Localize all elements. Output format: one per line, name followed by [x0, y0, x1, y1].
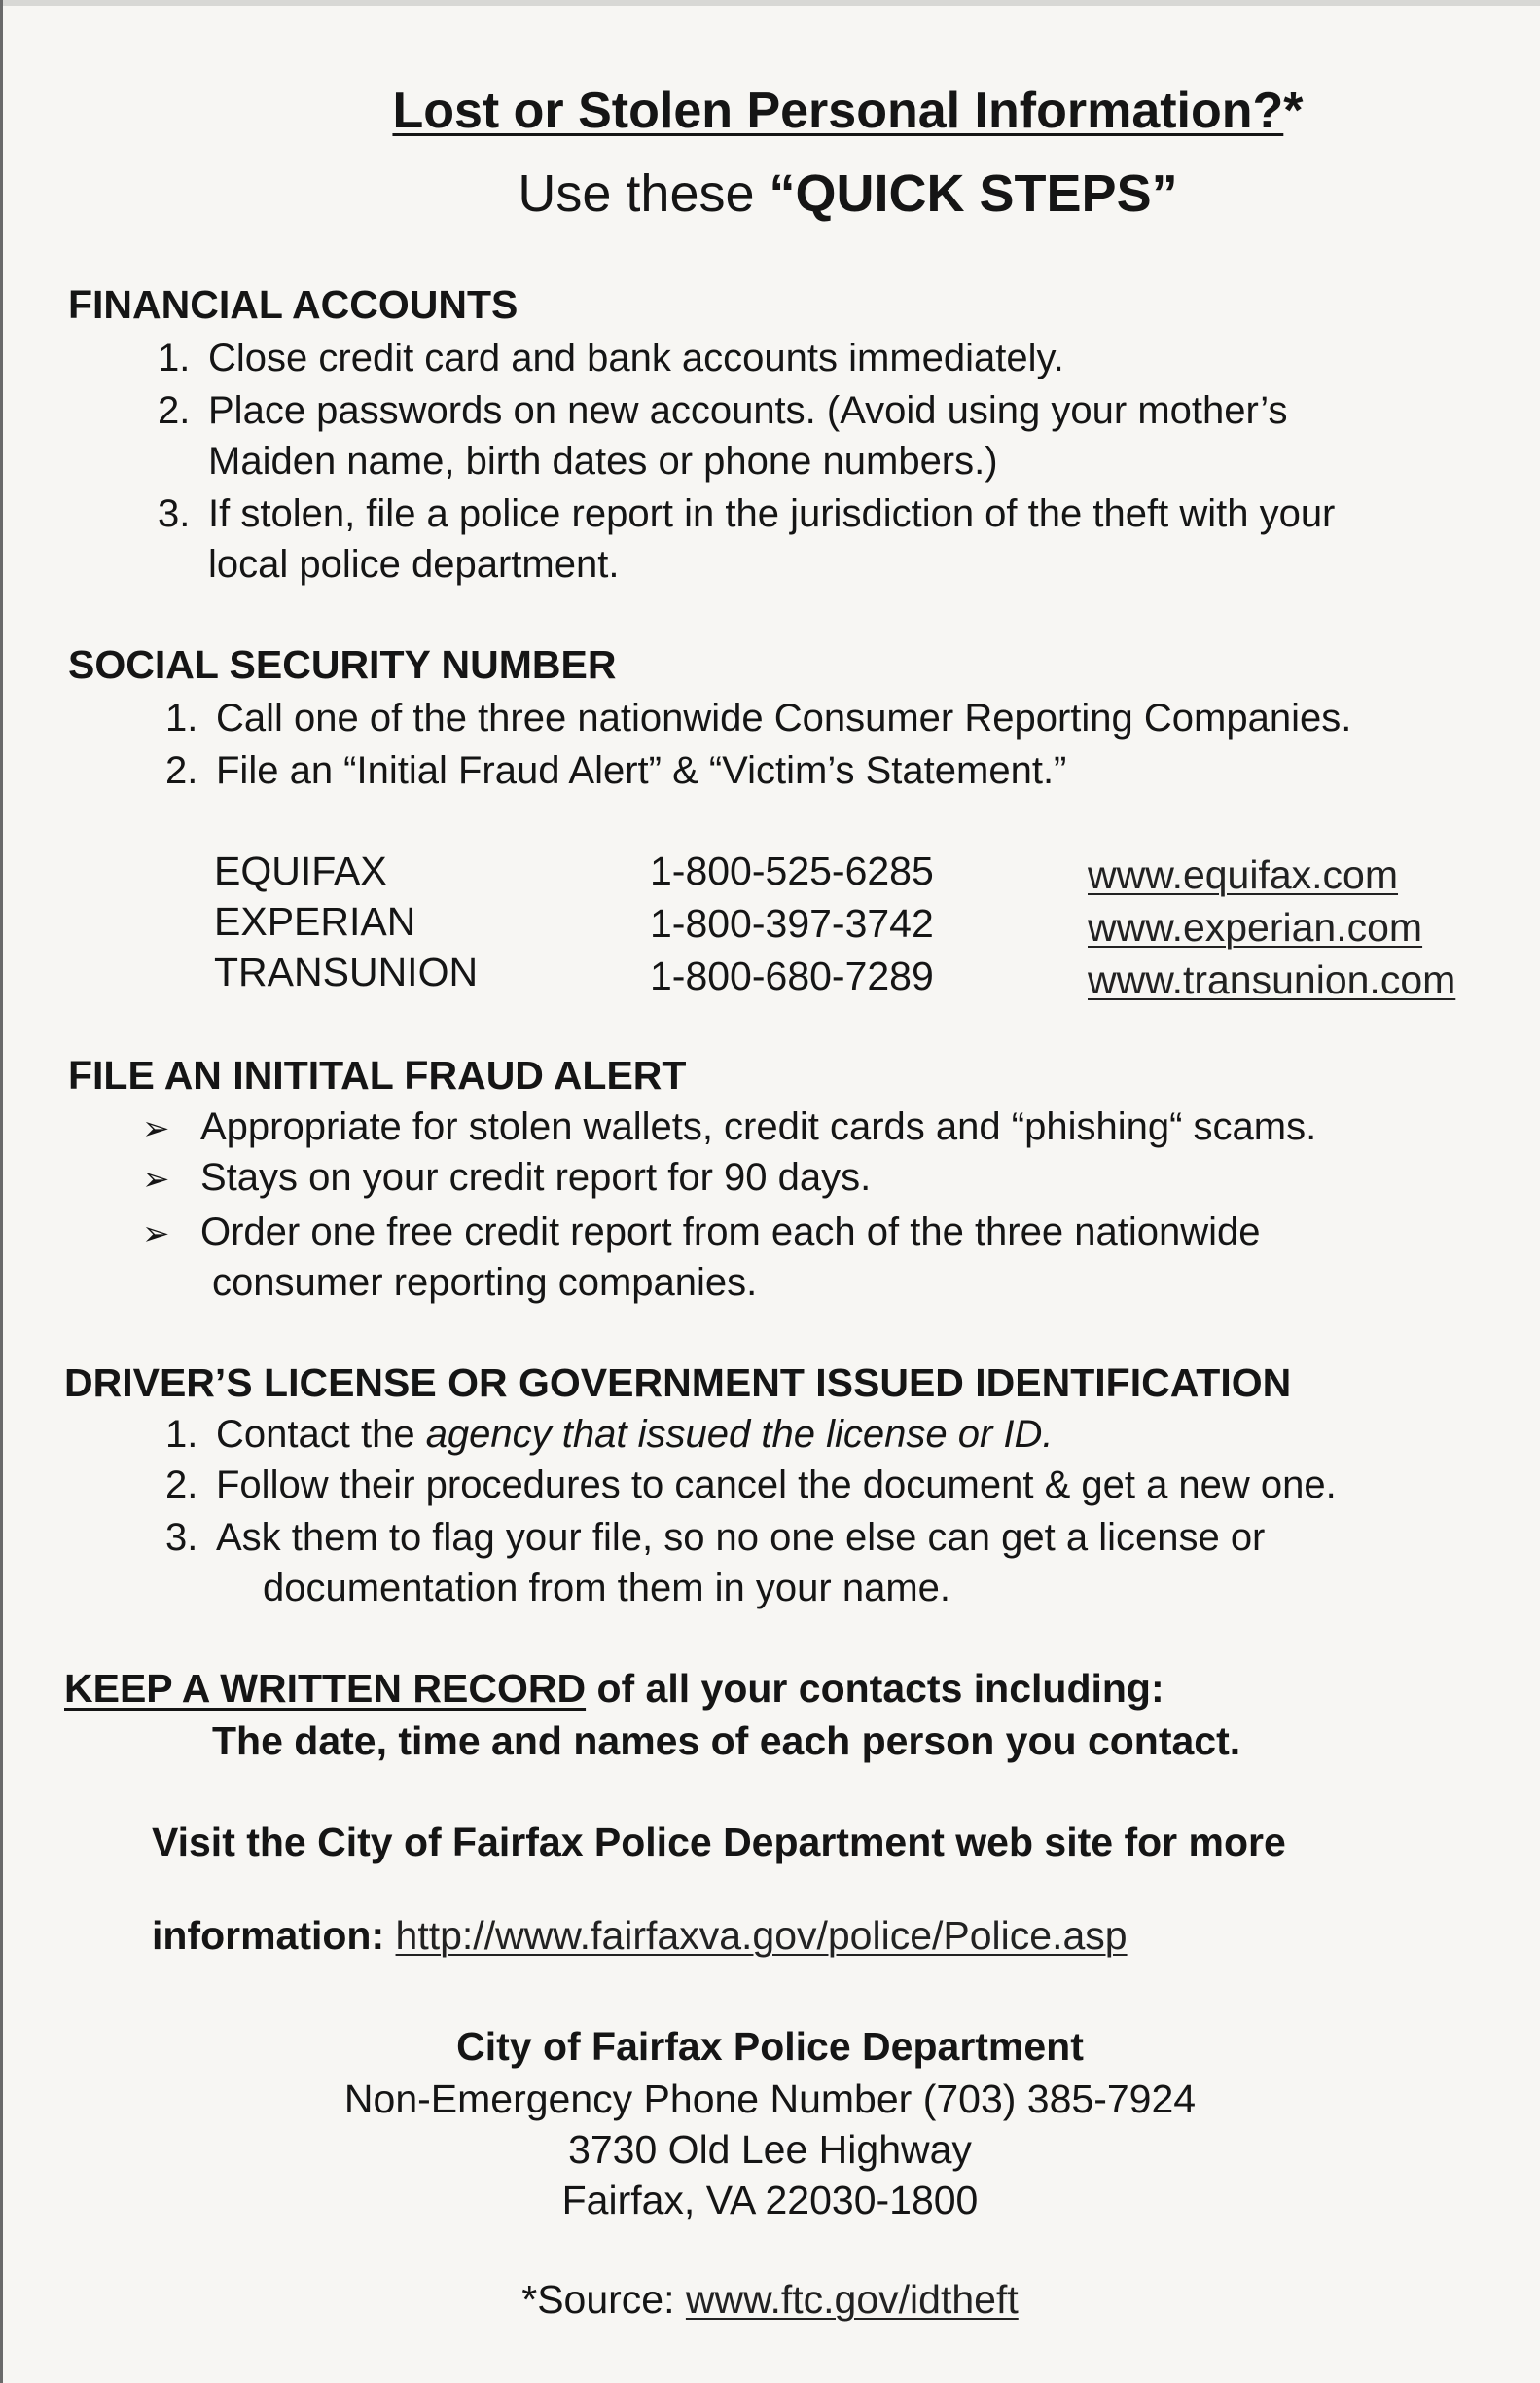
item-text: Appropriate for stolen wallets, credit cards and “phishing“ scams. [200, 1105, 1317, 1148]
agency-link-transunion[interactable]: www.transunion.com [1088, 957, 1456, 1002]
fraud-item-1 [142, 1105, 1316, 1149]
title-text: Lost or Stolen Personal Information? [392, 83, 1284, 139]
item-italic-text: agency that issued the license or ID. [425, 1413, 1054, 1456]
fraud-item-3 [142, 1210, 1260, 1254]
item-text: Call one of the three nationwide Consumer Reporting Companies. [216, 697, 1352, 740]
agency-name-equifax: EQUIFAX [214, 848, 387, 893]
page-subtitle [0, 163, 1540, 224]
license-item-3 [165, 1516, 1265, 1560]
record-underlined: KEEP A WRITTEN RECORD [64, 1666, 587, 1711]
item-text: Stays on your credit report for 90 days. [200, 1156, 872, 1199]
dept-phone: Non-Emergency Phone Number (703) 385-7924 [343, 2076, 1197, 2121]
item-text: Contact the [216, 1413, 426, 1456]
financial-heading: FINANCIAL ACCOUNTS [68, 282, 519, 327]
agency-link-experian[interactable]: www.experian.com [1088, 905, 1423, 950]
fraud-item-3-cont: consumer reporting companies. [212, 1261, 758, 1304]
item-number: 1. [158, 337, 191, 379]
source-label: *Source: [521, 2277, 686, 2322]
record-rest: of all your contacts including: [586, 1666, 1164, 1711]
visit-label: information: [152, 1913, 396, 1958]
item-text: File an “Initial Fraud Alert” & “Victim’s Statement.” [216, 749, 1067, 792]
agency-phone-equifax: 1-800-525-6285 [650, 848, 934, 893]
item-number: 1. [165, 697, 198, 740]
dept-city: Fairfax, VA 22030-1800 [561, 2178, 979, 2222]
item-text: If stolen, file a police report in the jurisdiction of the theft with your [208, 492, 1336, 535]
license-heading: DRIVER’S LICENSE OR GOVERNMENT ISSUED IDENTIFICATION [64, 1360, 1292, 1405]
ssn-item-1 [165, 697, 1351, 740]
agency-phone-transunion: 1-800-680-7289 [650, 954, 934, 998]
financial-item-1 [158, 337, 1064, 380]
item-text: Close credit card and bank accounts immediately. [208, 337, 1064, 379]
item-number: 2. [165, 1463, 198, 1506]
ssn-item-2 [165, 749, 1066, 793]
item-text: Ask them to flag your file, so no one else can get a license or [216, 1516, 1266, 1559]
financial-item-3 [158, 492, 1335, 536]
arrow-bullet-icon: ➢ [142, 1161, 170, 1198]
item-number: 3. [165, 1516, 198, 1559]
title-asterisk: * [1283, 83, 1304, 139]
agency-link-equifax[interactable]: www.equifax.com [1088, 852, 1399, 897]
page-title [0, 82, 1540, 140]
agency-name-experian: EXPERIAN [214, 899, 416, 944]
item-text: Follow their procedures to cancel the document & get a new one. [216, 1463, 1337, 1506]
item-text: Order one free credit report from each of the three nationwide [200, 1210, 1261, 1253]
license-item-3-cont: documentation from them in your name. [263, 1567, 951, 1609]
item-text: Place passwords on new accounts. (Avoid using your mother’s [208, 389, 1288, 432]
item-number: 2. [158, 389, 191, 432]
ssn-heading: SOCIAL SECURITY NUMBER [68, 642, 617, 687]
financial-item-2-cont: Maiden name, birth dates or phone numbers.) [208, 440, 998, 483]
financial-item-3-cont: local police department. [208, 543, 620, 586]
financial-item-2 [158, 389, 1287, 433]
subtitle-emphasis: “QUICK STEPS” [769, 164, 1178, 223]
license-item-1 [165, 1413, 1054, 1457]
subtitle-prefix: Use these [518, 164, 770, 223]
agency-phone-experian: 1-800-397-3742 [650, 901, 934, 946]
item-number: 1. [165, 1413, 198, 1456]
arrow-bullet-icon: ➢ [142, 1215, 170, 1252]
dept-name: City of Fairfax Police Department [456, 2024, 1084, 2069]
visit-line-1: Visit the City of Fairfax Police Department web site for more [152, 1820, 1286, 1864]
item-number: 3. [158, 492, 191, 535]
record-line-1 [64, 1666, 1164, 1712]
police-website-link[interactable]: http://www.fairfaxva.gov/police/Police.asp [395, 1913, 1128, 1958]
ftc-link[interactable]: www.ftc.gov/idtheft [685, 2277, 1019, 2322]
license-item-2 [165, 1463, 1337, 1507]
source-line [0, 2277, 1540, 2323]
visit-line-2 [152, 1913, 1128, 1959]
agency-name-transunion: TRANSUNION [214, 950, 479, 994]
fraud-heading: FILE AN INITITAL FRAUD ALERT [68, 1053, 687, 1098]
item-number: 2. [165, 749, 198, 792]
fraud-item-2 [142, 1156, 871, 1200]
scan-edge-top [0, 0, 1540, 6]
record-line-2: The date, time and names of each person you contact. [212, 1718, 1241, 1763]
arrow-bullet-icon: ➢ [142, 1110, 170, 1147]
dept-street: 3730 Old Lee Highway [568, 2127, 972, 2172]
